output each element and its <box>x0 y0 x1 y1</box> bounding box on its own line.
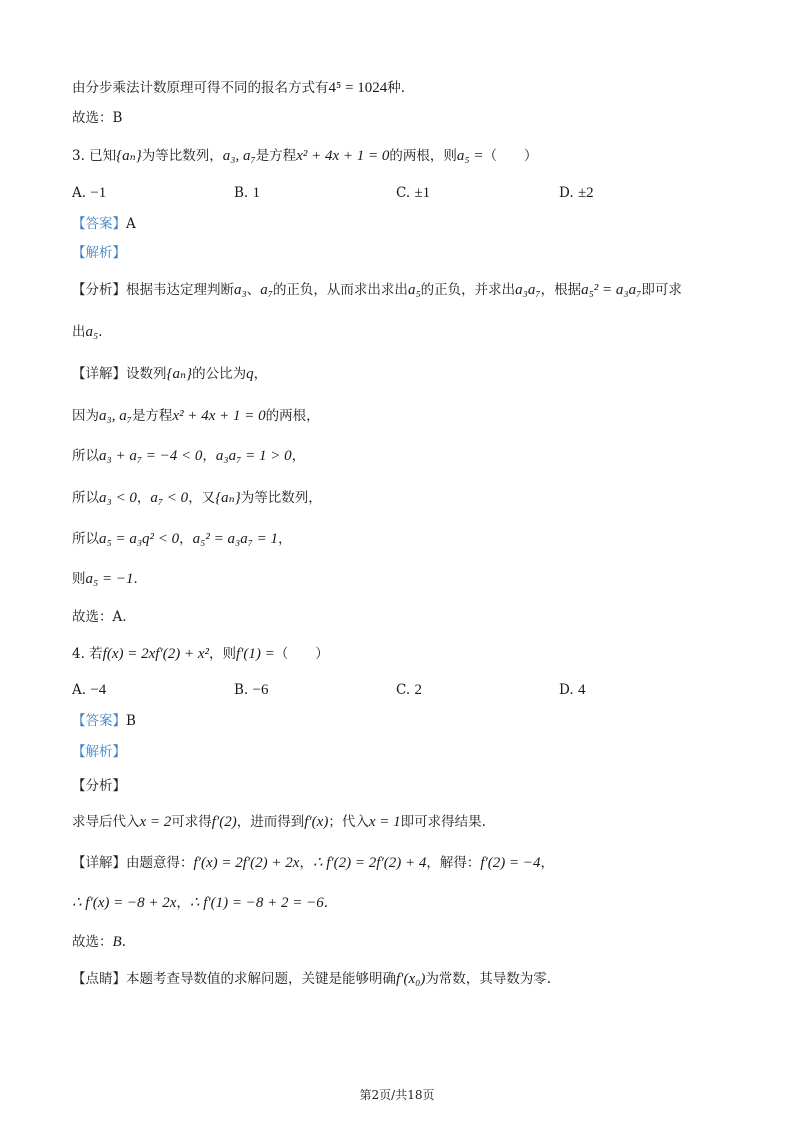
text: 根据韦达定理判断 <box>126 282 234 298</box>
text: ， <box>136 490 151 506</box>
q3-option-d <box>559 183 594 203</box>
q4-choose <box>72 932 126 952</box>
text: 为常数，其导数为零. <box>425 971 552 987</box>
option-letter: A. <box>72 682 87 698</box>
math-expr: a₃a₇ <box>515 282 541 298</box>
q4-analysis-tag: 【解析】 <box>72 744 126 760</box>
text: ，则 <box>208 646 236 662</box>
section-tag: 【点睛】 <box>72 971 126 987</box>
q4-dianjing <box>72 969 551 989</box>
math-expr: a₃ + a₇ = −4 < 0 <box>99 448 203 464</box>
math-expr: {aₙ} <box>116 148 142 164</box>
text: ，进而得到 <box>236 814 305 830</box>
option-letter: C. <box>396 185 411 201</box>
q3-step-3 <box>72 488 322 508</box>
math-expr: f′(x) = 2f′(2) + 2x <box>193 855 300 871</box>
text: 即可求得结果. <box>400 814 486 830</box>
math-expr: a₃ <box>234 282 247 298</box>
math-expr: x = 2 <box>139 814 172 830</box>
math-expr: {aₙ} <box>166 366 193 382</box>
page-number: 第2页/共18页 <box>359 1088 435 1102</box>
text: 由题意得： <box>126 855 194 871</box>
q3-fenxi-cont <box>72 322 112 342</box>
q4-answer <box>72 711 136 731</box>
math-expr: x² + 4x + 1 = 0 <box>172 408 266 424</box>
text: 是方程 <box>255 148 297 164</box>
text: . <box>121 934 126 950</box>
text: 故选： <box>72 934 113 950</box>
q3-option-a <box>72 183 106 203</box>
math-expr: B <box>112 934 122 950</box>
answer-value: B <box>126 713 136 729</box>
math-expr: x² + 4x + 1 = 0 <box>296 148 390 164</box>
text: ，根据 <box>540 282 582 298</box>
math-expr: a₅ <box>407 282 421 298</box>
math-expr: f′(2) = −4 <box>480 855 541 871</box>
text: （ ） <box>274 646 329 662</box>
text: 是方程 <box>131 408 173 424</box>
text: ；代入 <box>328 814 369 830</box>
math-expr: f′(x) <box>304 814 329 830</box>
option-value: −6 <box>252 682 269 698</box>
math-expr: a₇ < 0 <box>150 490 189 506</box>
math-expr: a₅ = <box>456 148 484 164</box>
text: ， <box>176 895 190 911</box>
math-expr: ∴ f′(x) = −8 + 2x <box>72 895 177 911</box>
math-expr: q <box>246 366 254 382</box>
text: ， <box>278 531 292 547</box>
answer-tag: 【答案】 <box>72 713 126 729</box>
text: 求导后代入 <box>72 814 140 830</box>
text: 的公比为 <box>192 366 247 382</box>
math-expr: f(x) = 2xf′(2) + x² <box>102 646 209 662</box>
q4-xiangjie <box>72 853 554 873</box>
text: 为等比数列， <box>141 148 223 164</box>
answer-value: A <box>126 216 136 232</box>
math-expr: a₃ < 0 <box>99 490 137 506</box>
math-expr: a₅² = a₃a₇ <box>581 282 642 298</box>
question-4 <box>72 644 329 664</box>
q4-option-c <box>396 680 422 700</box>
q4-xiangjie-cont <box>72 893 328 913</box>
q3-step-4 <box>72 529 292 549</box>
text: 为等比数列， <box>240 490 322 506</box>
text: 可求得 <box>171 814 212 830</box>
text: 本题考查导数值的求解问题，关键是能够明确 <box>126 971 396 987</box>
text: （ ） <box>483 148 538 164</box>
text: 设数列 <box>126 366 167 382</box>
math-expr: a₅ = a₃q² < 0 <box>99 531 180 547</box>
q3-option-c <box>396 183 430 203</box>
math-expr: a₅ <box>85 324 99 340</box>
text: 的正负，从而求出求出 <box>272 282 408 298</box>
text: 3. 已知 <box>72 148 117 164</box>
q3-step-2 <box>72 446 305 466</box>
option-value: 2 <box>414 682 422 698</box>
option-value: −4 <box>90 682 107 698</box>
option-value: 1 <box>252 185 261 201</box>
math-expr: ∴ f′(1) = −8 + 2 = −6 <box>189 895 324 911</box>
q4-option-b <box>234 680 268 700</box>
q3-choose: 故选：A. <box>72 609 127 625</box>
text: ，解得： <box>426 855 481 871</box>
q4-option-a <box>72 680 106 700</box>
math-expr: ∴ f′(2) = 2f′(2) + 4 <box>312 855 427 871</box>
answer-tag: 【答案】 <box>72 216 126 232</box>
text: 所以 <box>72 531 99 547</box>
option-letter: C. <box>396 682 411 698</box>
text: 的两根， <box>265 408 320 424</box>
text: ， <box>253 366 268 382</box>
q3-step-5 <box>72 569 147 589</box>
text: 即可求 <box>641 282 682 298</box>
section-tag: 【详解】 <box>72 366 126 382</box>
math-expr: {aₙ} <box>215 490 241 506</box>
text: 4. 若 <box>72 646 103 662</box>
option-value: ±2 <box>577 185 594 201</box>
text-line <box>72 78 405 98</box>
text: ，又 <box>188 490 216 506</box>
section-tag: 【分析】 <box>72 282 126 298</box>
q3-fenxi <box>72 280 682 300</box>
math-expr: a₇ <box>260 282 273 298</box>
text: . <box>323 895 329 911</box>
text: 则 <box>72 571 86 587</box>
choose-line: 故选：B <box>72 110 123 126</box>
q3-answer <box>72 214 136 234</box>
q4-fenxi-tag: 【分析】 <box>72 778 126 794</box>
section-tag: 【详解】 <box>72 855 126 871</box>
math-expr: 4⁵ = 1024 <box>328 80 388 96</box>
text: 因为 <box>72 408 99 424</box>
text: ， <box>291 448 306 464</box>
text: 、 <box>246 282 261 298</box>
option-letter: D. <box>559 185 574 201</box>
text: 的两根，则 <box>389 148 457 164</box>
text: ． <box>133 571 147 587</box>
text: 所以 <box>72 490 99 506</box>
math-expr: f′(x₀) <box>396 971 426 987</box>
text: ． <box>98 324 112 340</box>
q4-option-d <box>559 680 585 700</box>
text: 由分步乘法计数原理可得不同的报名方式有 <box>72 80 329 96</box>
math-expr: a₅ = −1 <box>85 571 134 587</box>
option-value: −1 <box>90 185 107 201</box>
option-letter: B. <box>234 185 249 201</box>
text: ， <box>540 855 555 871</box>
q3-analysis-tag: 【解析】 <box>72 245 126 261</box>
question-3 <box>72 146 537 166</box>
q3-xiangjie <box>72 364 267 384</box>
q3-step-1 <box>72 406 320 426</box>
option-letter: D. <box>559 682 574 698</box>
text: 出 <box>72 324 86 340</box>
text: ， <box>202 448 216 464</box>
math-expr: a₃, a₇ <box>222 148 256 164</box>
math-expr: f′(2) <box>211 814 237 830</box>
option-value: ±1 <box>414 185 431 201</box>
option-letter: A. <box>72 185 87 201</box>
text: ， <box>299 855 313 871</box>
math-expr: x = 1 <box>368 814 401 830</box>
text: 所以 <box>72 448 99 464</box>
q4-fenxi <box>72 812 486 832</box>
q3-option-b <box>234 183 260 203</box>
text: ， <box>179 531 193 547</box>
math-expr: f′(1) = <box>235 646 275 662</box>
math-expr: a₃a₇ = 1 > 0 <box>215 448 292 464</box>
option-letter: B. <box>234 682 249 698</box>
option-value: 4 <box>577 682 586 698</box>
text: 的正负，并求出 <box>420 282 516 298</box>
text: 种. <box>387 80 405 96</box>
math-expr: a₃, a₇ <box>99 408 132 424</box>
math-expr: a₅² = a₃a₇ = 1 <box>192 531 279 547</box>
